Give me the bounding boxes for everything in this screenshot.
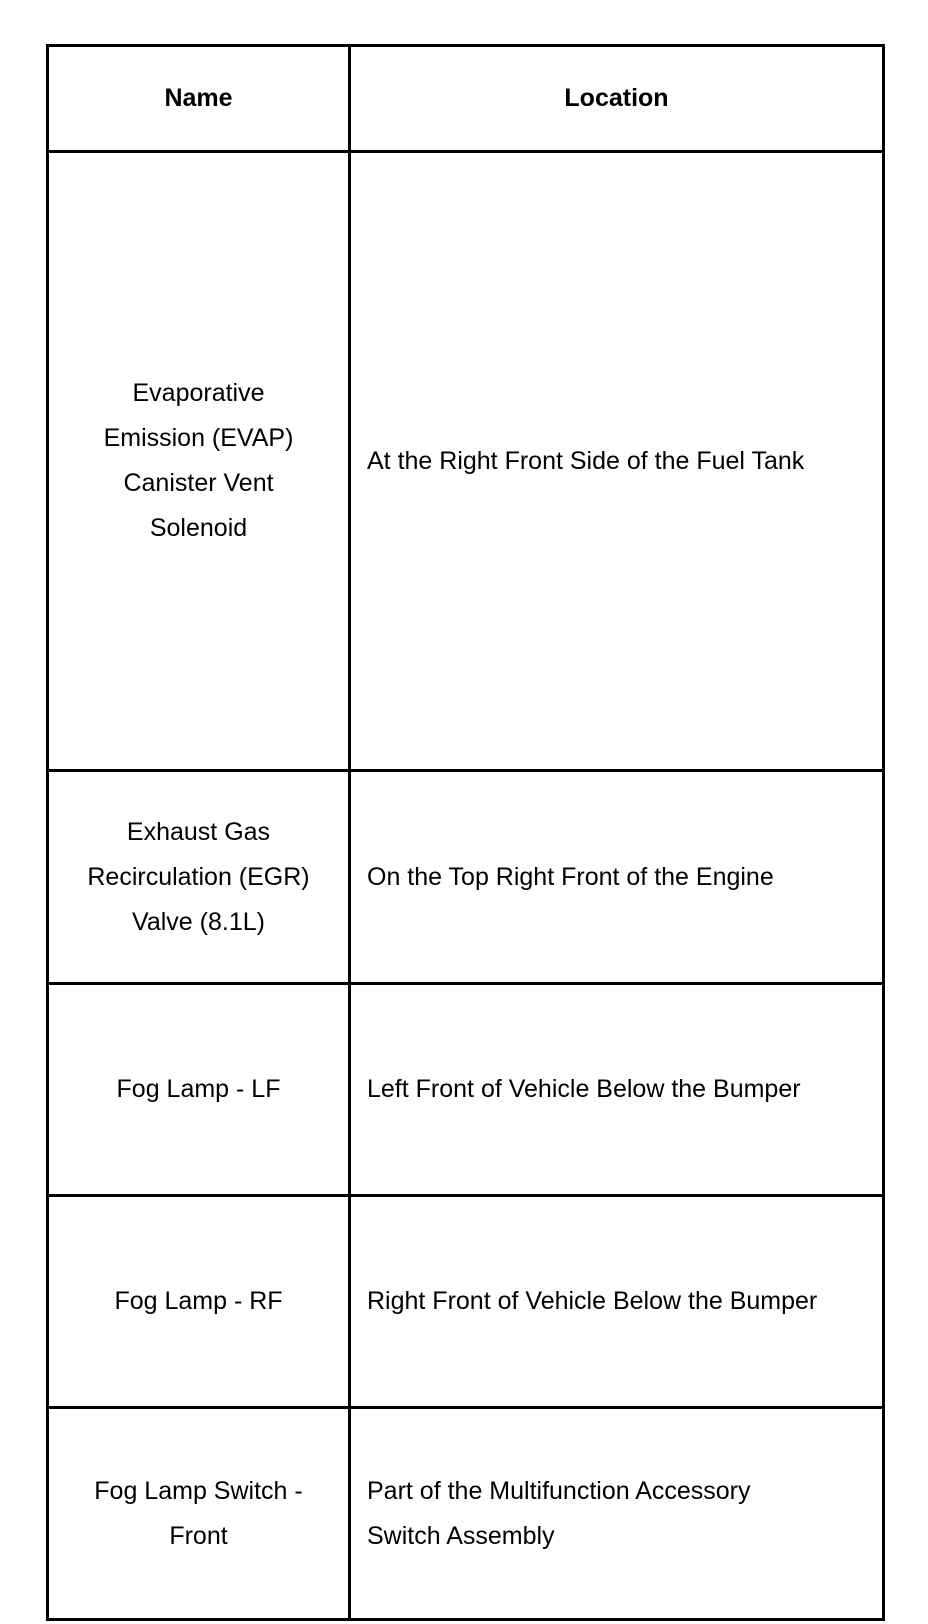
row-location-cell (350, 1196, 884, 1408)
component-location-table (46, 44, 885, 1621)
row-location: On the Top Right Front of the Engine (367, 862, 774, 891)
row-location-cell (350, 771, 884, 984)
row-name-cell (48, 1408, 350, 1620)
row-name-cell (48, 152, 350, 771)
row-location: Right Front of Vehicle Below the Bumper (367, 1287, 818, 1315)
row-name-cell (48, 1196, 350, 1408)
table-row (48, 1196, 884, 1408)
table-body (48, 152, 884, 1620)
row-name: Evaporative Emission (EVAP) Canister Vent Solenoid (103, 379, 294, 542)
table-header (48, 46, 884, 152)
header-name: Name (48, 46, 350, 152)
row-location: At the Right Front Side of the Fuel Tank (367, 446, 805, 475)
header-location: Location (350, 46, 884, 152)
header-row (48, 46, 884, 152)
row-location: Left Front of Vehicle Below the Bumper (367, 1075, 801, 1103)
table-row (48, 771, 884, 984)
table-row (48, 984, 884, 1196)
table-row (48, 152, 884, 771)
row-name: Fog Lamp - LF (116, 1075, 281, 1103)
row-location: Part of the Multifunction Accessory Switch Assembly (367, 1476, 751, 1550)
row-name: Fog Lamp - RF (114, 1287, 283, 1315)
row-location-cell (350, 152, 884, 771)
row-location-cell (350, 1408, 884, 1620)
row-name: Fog Lamp Switch - Front (94, 1476, 303, 1550)
row-location-cell (350, 984, 884, 1196)
row-name-cell (48, 771, 350, 984)
row-name: Exhaust Gas Recirculation (EGR) Valve (8.1L) (87, 817, 310, 936)
table-row (48, 1408, 884, 1620)
row-name-cell (48, 984, 350, 1196)
